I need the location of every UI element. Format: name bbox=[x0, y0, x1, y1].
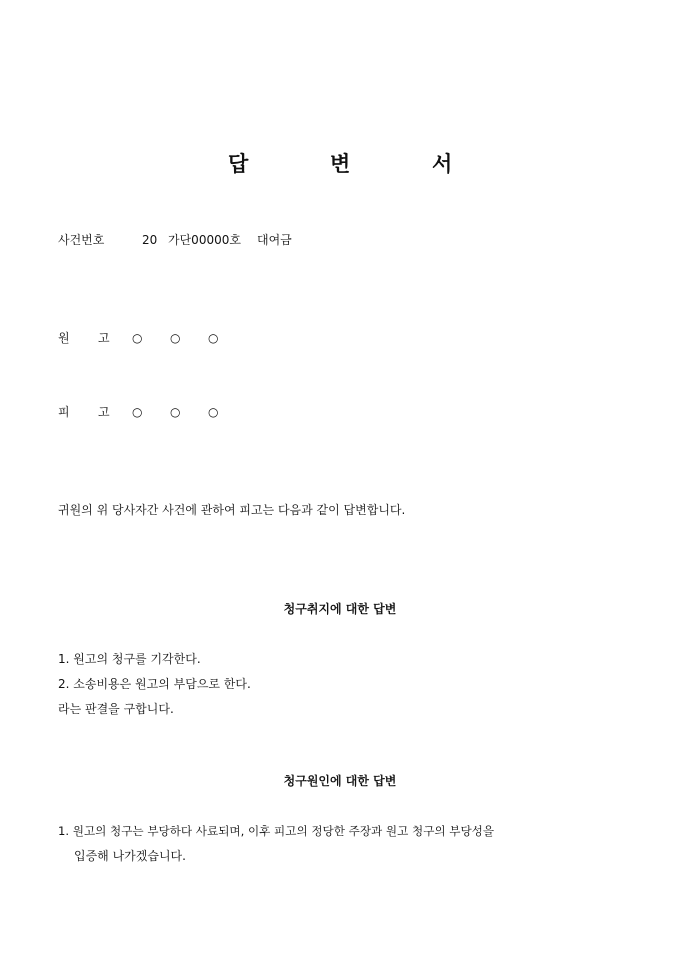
plaintiff-label-2: 고 bbox=[98, 331, 110, 345]
defendant-label-2: 고 bbox=[98, 405, 110, 419]
section1-line-3: 라는 판결을 구합니다. bbox=[58, 702, 174, 716]
defendant-name-1: ○ bbox=[132, 405, 143, 419]
plaintiff-label-1: 원 bbox=[58, 331, 70, 345]
plaintiff-name-3: ○ bbox=[208, 331, 219, 345]
defendant-label-1: 피 bbox=[58, 405, 70, 419]
case-type: 대여금 bbox=[257, 233, 292, 247]
title-char-2: 변 bbox=[330, 151, 351, 176]
case-label: 사건번호 bbox=[58, 233, 105, 247]
case-year: 20 bbox=[142, 233, 158, 247]
defendant-name-3: ○ bbox=[208, 405, 219, 419]
section1-heading: 청구취지에 대한 답변 bbox=[283, 602, 397, 616]
section2-item1-line2: 입증해 나가겠습니다. bbox=[74, 849, 186, 863]
plaintiff-name-2: ○ bbox=[170, 331, 181, 345]
title-char-3: 서 bbox=[432, 151, 453, 176]
section1-line-2: 2. 소송비용은 원고의 부담으로 한다. bbox=[58, 677, 251, 691]
intro-paragraph: 귀원의 위 당사자간 사건에 관하여 피고는 다음과 같이 답변합니다. bbox=[58, 503, 406, 517]
case-number: 가단00000호 bbox=[168, 233, 241, 247]
section2-item1-line1: 1. 원고의 청구는 부당하다 사료되며, 이후 피고의 정당한 주장과 원고 청구의 부당성을 bbox=[58, 824, 495, 838]
defendant-name-2: ○ bbox=[170, 405, 181, 419]
title-char-1: 답 bbox=[228, 151, 249, 176]
section2-heading: 청구원인에 대한 답변 bbox=[283, 774, 397, 788]
plaintiff-name-1: ○ bbox=[132, 331, 143, 345]
section1-line-1: 1. 원고의 청구를 기각한다. bbox=[58, 652, 201, 666]
